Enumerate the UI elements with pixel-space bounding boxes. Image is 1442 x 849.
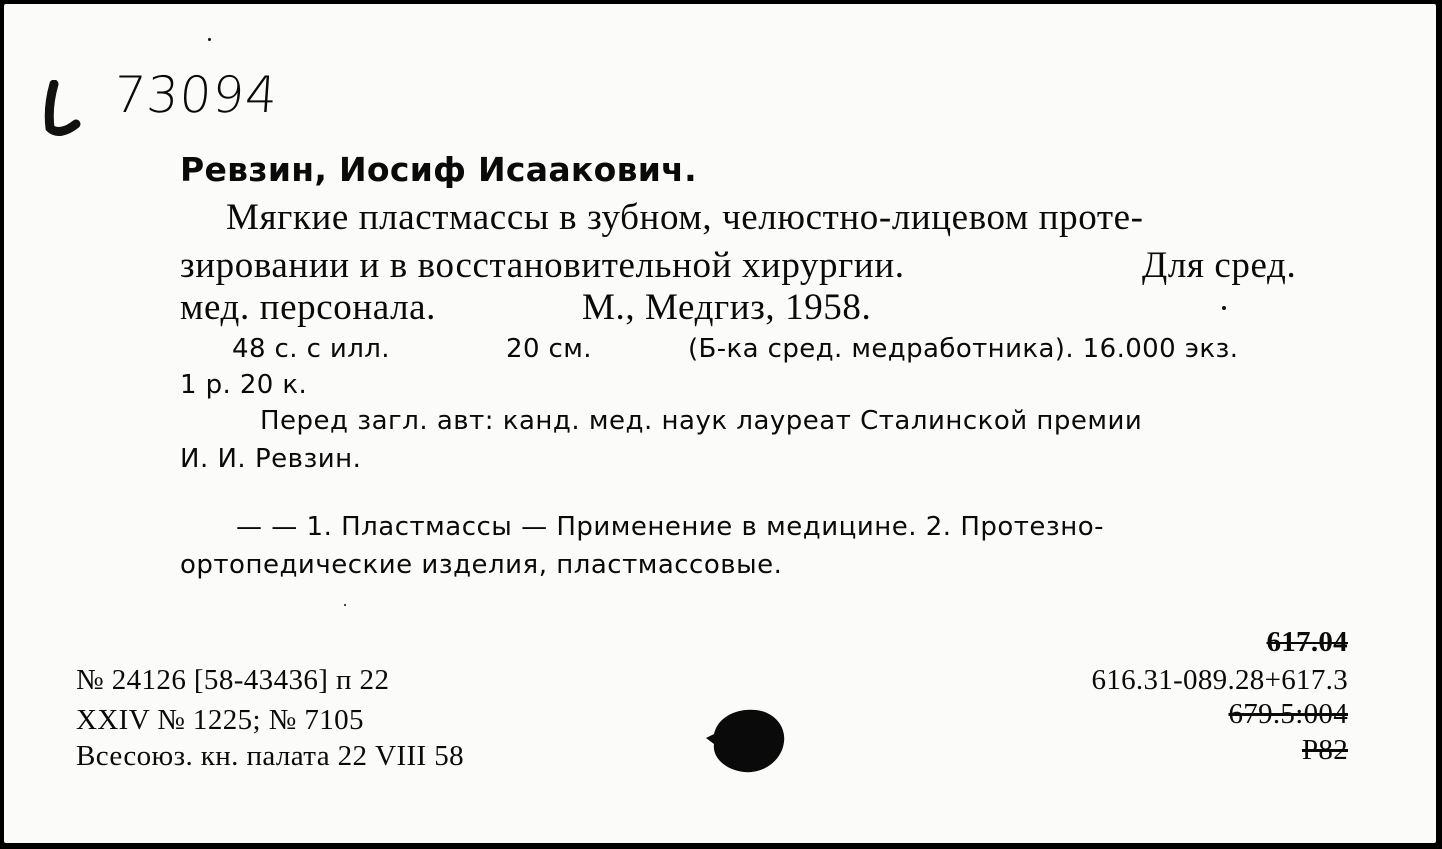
collation-series: (Б-ка сред. медработника). 16.000 экз. [688, 334, 1239, 364]
registry-line-2: XXIV № 1225; № 7105 [76, 704, 364, 736]
collation-pages: 48 с. с илл. [232, 334, 390, 364]
catalog-card [4, 4, 1436, 843]
ink-blot-icon [704, 704, 788, 776]
title-line-2: зировании и в восстановительной хирургии. [180, 245, 905, 286]
classification-struck-mid: 679.5:004 [1228, 698, 1348, 730]
imprint: М., Медгиз, 1958. [582, 287, 872, 328]
collation-size: 20 см. [506, 334, 592, 364]
classification-struck-top: 617.04 [1266, 626, 1348, 658]
subject-line-1: — — 1. Пластмассы — Применение в медицине. 2. Протезно- [236, 512, 1105, 542]
title-line-3: мед. персонала. [180, 287, 437, 328]
note-line-2: И. И. Ревзин. [180, 444, 362, 474]
note-line-1: Перед загл. авт: канд. мед. наук лауреат Сталинской премии [260, 406, 1143, 436]
speck-3 [344, 604, 346, 606]
title-line-2-end: Для сред. [1142, 245, 1297, 286]
registry-line-1: № 24126 [58-43436] п 22 [76, 664, 390, 696]
call-number: 73094 [111, 66, 281, 124]
speck-1 [1222, 306, 1226, 310]
classification-udc: 616.31-089.28+617.3 [1091, 664, 1348, 696]
classification-struck-bottom: Р82 [1301, 734, 1348, 766]
author-heading: Ревзин, Иосиф Исаакович. [180, 150, 697, 189]
registry-line-3: Всесоюз. кн. палата 22 VIII 58 [76, 740, 465, 772]
title-line-1: Мягкие пластмассы в зубном, челюстно-лицевом проте- [226, 197, 1144, 238]
subject-line-2: ортопедические изделия, пластмассовые. [180, 550, 783, 580]
call-number-mark-icon [42, 80, 82, 140]
speck-2 [208, 38, 211, 41]
collation-price: 1 р. 20 к. [180, 370, 308, 400]
